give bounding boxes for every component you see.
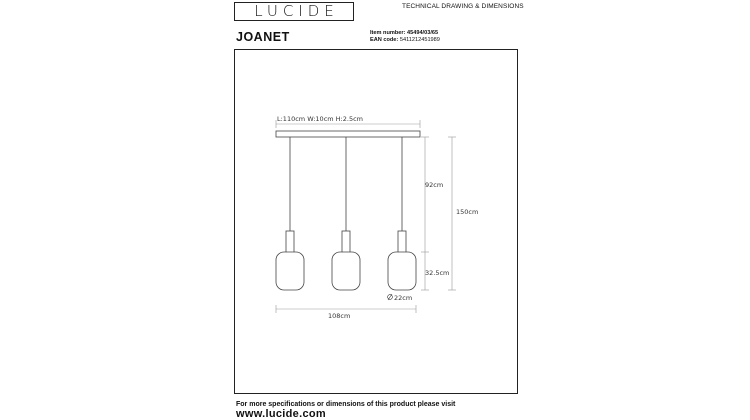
pendant-glass-shade bbox=[332, 252, 360, 290]
shade-height-label: 32.5cm bbox=[425, 269, 450, 277]
brand-logo: LUCIDE bbox=[234, 2, 354, 21]
pendant-lamp-holder bbox=[342, 231, 350, 253]
ceiling-canopy-bar bbox=[276, 131, 420, 137]
document-type-label: TECHNICAL DRAWING & DIMENSIONS bbox=[402, 3, 524, 10]
product-title: JOANET bbox=[236, 30, 290, 44]
ean-code-value: 5411212451989 bbox=[399, 37, 440, 43]
pendant-lamp-holder bbox=[286, 231, 294, 253]
item-number-value: 45494/03/65 bbox=[407, 30, 439, 36]
pendant-lamp-holder bbox=[398, 231, 406, 253]
total-height-label: 150cm bbox=[456, 208, 479, 216]
cable-length-label: 92cm bbox=[425, 181, 444, 189]
footer-note: For more specifications or dimensions of this product please visit bbox=[236, 401, 456, 408]
diameter-symbol-icon bbox=[388, 294, 393, 300]
canopy-dimensions-label: L:110cm W:10cm H:2.5cm bbox=[277, 115, 363, 123]
website-link[interactable]: www.lucide.com bbox=[236, 408, 326, 420]
shade-diameter-label: 22cm bbox=[394, 294, 413, 302]
pendant-glass-shade bbox=[388, 252, 416, 290]
total-width-label: 108cm bbox=[328, 312, 351, 320]
item-number-label: Item number: bbox=[370, 30, 406, 36]
ean-code-label: EAN code: bbox=[370, 37, 399, 43]
pendant-glass-shade bbox=[276, 252, 304, 290]
